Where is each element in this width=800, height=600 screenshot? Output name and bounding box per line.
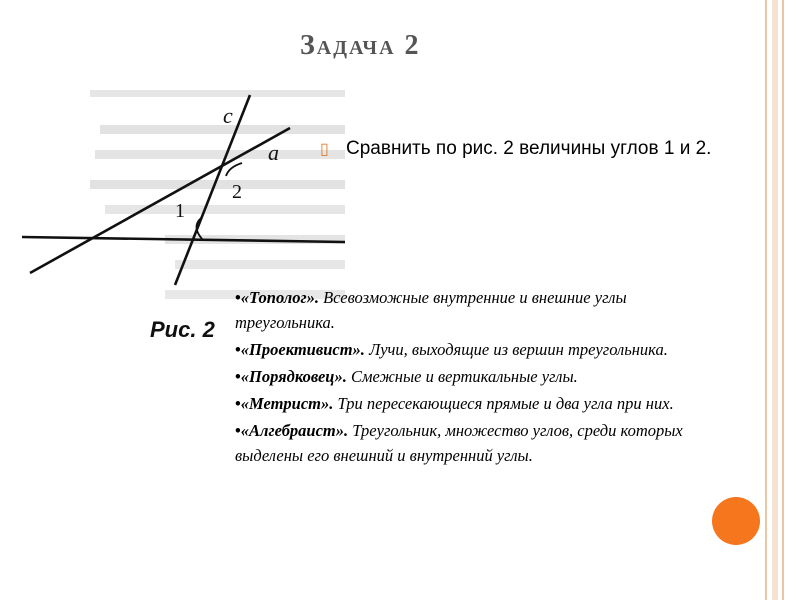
line-a-label: a bbox=[268, 140, 279, 165]
angle-2-label: 2 bbox=[232, 181, 242, 203]
task-text: Сравнить по рис. 2 величины углов 1 и 2. bbox=[346, 138, 712, 159]
role-description: Три пересекающиеся прямые и два угла при них. bbox=[333, 394, 674, 413]
role-item bbox=[235, 285, 715, 335]
roles-list bbox=[235, 285, 715, 470]
role-description: Смежные и вертикальные углы. bbox=[346, 367, 578, 386]
slide-title: Задача 2 bbox=[300, 30, 421, 61]
role-name: «Тополог». bbox=[240, 288, 319, 307]
bullet-icon: • bbox=[235, 367, 241, 386]
role-description: Всевозможные внутренние и внешние углы треугольника. bbox=[235, 288, 627, 332]
role-item bbox=[235, 364, 715, 389]
bullet-icon: • bbox=[235, 394, 241, 413]
figure-caption: Рис. 2 bbox=[150, 317, 215, 342]
hollow-square-bullet-icon: ▯ bbox=[320, 141, 329, 158]
role-name: «Проективист». bbox=[240, 340, 365, 359]
decorative-border-line bbox=[782, 0, 784, 600]
decorative-orange-circle bbox=[712, 497, 760, 545]
line-c-label: c bbox=[223, 103, 233, 128]
role-item bbox=[235, 391, 715, 416]
task-bullet bbox=[320, 135, 740, 163]
role-item bbox=[235, 337, 715, 362]
role-description: Треугольник, множество углов, среди которых выделены его внешний и внутренний углы. bbox=[235, 421, 683, 465]
line-a bbox=[30, 128, 290, 273]
angle-1-label: 1 bbox=[175, 200, 185, 222]
role-name: «Метрист». bbox=[240, 394, 334, 413]
decorative-border-band bbox=[772, 0, 778, 600]
bullet-icon: • bbox=[235, 421, 241, 440]
bullet-icon: • bbox=[235, 288, 241, 307]
role-name: «Алгебраист». bbox=[240, 421, 349, 440]
role-name: «Порядковец». bbox=[240, 367, 347, 386]
role-description: Лучи, выходящие из вершин треугольника. bbox=[364, 340, 668, 359]
role-item bbox=[235, 418, 715, 468]
bullet-icon: • bbox=[235, 340, 241, 359]
faded-background-text bbox=[90, 90, 345, 299]
angle-2-arc bbox=[226, 163, 242, 176]
decorative-border-line bbox=[765, 0, 767, 600]
